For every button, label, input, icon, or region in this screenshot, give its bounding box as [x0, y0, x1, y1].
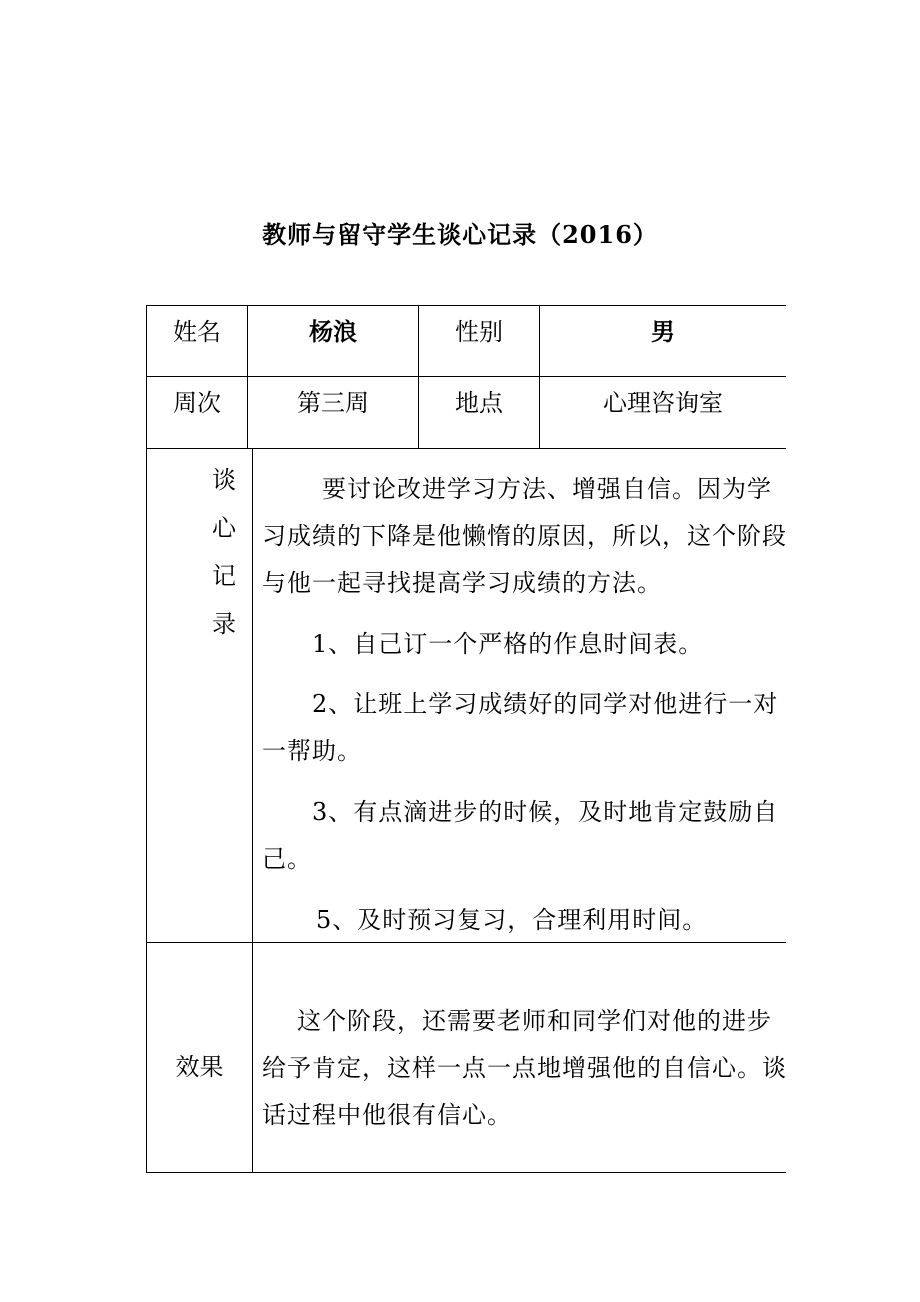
record-item-1: 1、自己订一个严格的作息时间表。	[312, 630, 704, 658]
gender-label: 性别	[455, 318, 503, 346]
effect-line: 话过程中他很有信心。	[262, 1101, 512, 1129]
week-value: 第三周	[297, 389, 369, 417]
effect-label: 效果	[175, 1053, 224, 1081]
record-label-char: 谈	[212, 466, 236, 494]
gender-value: 男	[651, 317, 675, 346]
record-item-2-line: 一帮助。	[262, 737, 362, 765]
record-label-char: 心	[212, 514, 236, 542]
record-label-char: 记	[212, 562, 236, 590]
record-item-2-line: 2、让班上学习成绩好的同学对他进行一对	[312, 690, 779, 718]
record-item-3-line: 己。	[262, 845, 312, 873]
name-label: 姓名	[173, 318, 221, 346]
record-label-char: 录	[212, 610, 236, 638]
effect-line: 给予肯定，这样一点一点地增强他的自信心。谈	[262, 1054, 787, 1082]
record-intro-line: 习成绩的下降是他懒惰的原因，所以，这个阶段	[262, 522, 787, 550]
record-item-3-line: 3、有点滴进步的时候，及时地肯定鼓励自	[312, 798, 779, 826]
place-value: 心理咨询室	[603, 389, 723, 417]
week-label: 周次	[173, 389, 221, 417]
place-label: 地点	[455, 389, 503, 417]
name-value: 杨浪	[309, 317, 357, 346]
record-item-5: 5、及时预习复习，合理利用时间。	[316, 906, 708, 934]
effect-line: 这个阶段，还需要老师和同学们对他的进步	[297, 1007, 772, 1035]
record-intro-line: 要讨论改进学习方法、增强自信。因为学	[322, 475, 772, 503]
page-title: 教师与留守学生谈心记录（2016）	[262, 220, 658, 249]
record-intro-line: 与他一起寻找提高学习成绩的方法。	[262, 569, 662, 597]
